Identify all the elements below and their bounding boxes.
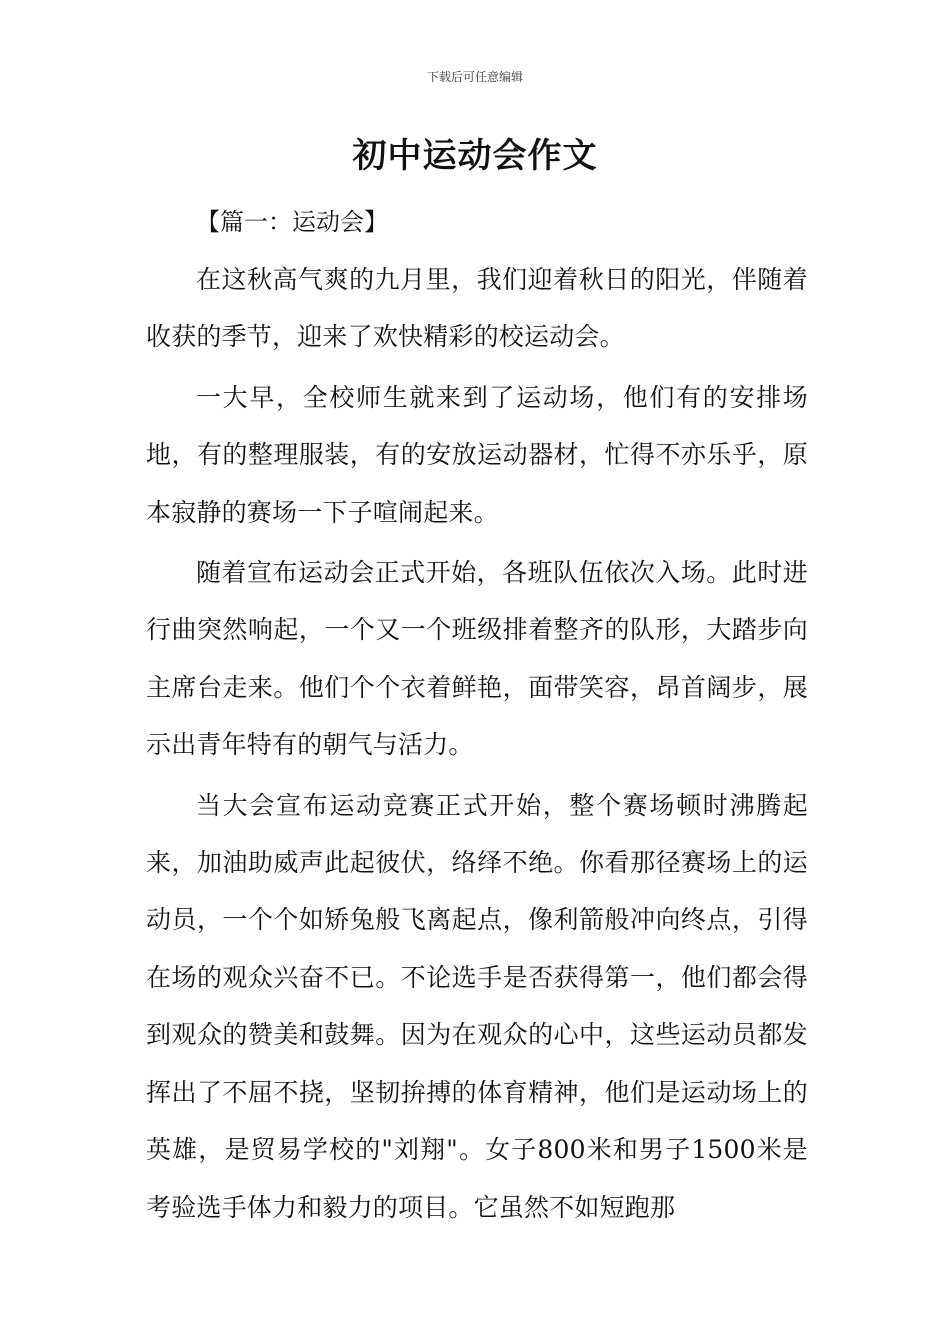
paragraph-4: 当大会宣布运动竞赛正式开始，整个赛场顿时沸腾起来，加油助威声此起彼伏，络绎不绝。你看那径赛场上的运动员，一个个如矫兔般飞离起点，像利箭般冲向终点，引得在场的观众兴奋不已。不论选手是否获得第一，他们都会得到观众的赞美和鼓舞。因为在观众的心中，这些运动员都发挥出了不屈不挠，坚韧拚搏的体育精神，他们是运动场上的英雄，是贸易学校的"刘翔"。女子800米和男子1500米是考验选手体力和毅力的项目。它虽然不如短跑那	[146, 790, 808, 1222]
document-title: 初中运动会作文	[352, 136, 598, 176]
paragraph-2: 一大早，全校师生就来到了运动场，他们有的安排场地，有的整理服装，有的安放运动器材，忙得不亦乐乎，原本寂静的赛场一下子喧闹起来。	[146, 382, 808, 527]
section-heading: 【篇一：运动会】	[196, 208, 388, 236]
paragraph-1: 在这秋高气爽的九月里，我们迎着秋日的阳光，伴随着收获的季节，迎来了欢快精彩的校运动会。	[146, 265, 808, 352]
header-note: 下载后可任意编辑	[426, 70, 523, 84]
body-text	[146, 251, 808, 1239]
paragraph-3: 随着宣布运动会正式开始，各班队伍依次入场。此时进行曲突然响起，一个又一个班级排着整齐的队形，大踏步向主席台走来。他们个个衣着鲜艳，面带笑容，昂首阔步，展示出青年特有的朝气与活力。	[146, 558, 808, 760]
